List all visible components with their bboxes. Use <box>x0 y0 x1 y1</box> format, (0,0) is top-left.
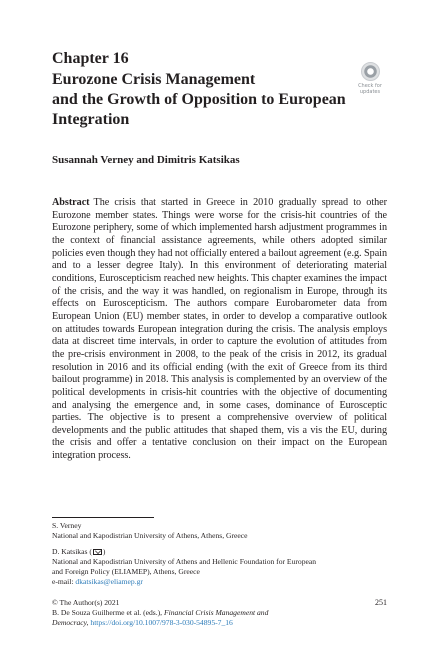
chapter-title <box>52 70 352 130</box>
citation-line <box>52 618 387 628</box>
chapter-number: Chapter 16 <box>52 50 129 67</box>
citation-line <box>52 608 387 618</box>
copyright: © The Author(s) 2021 <box>52 598 120 607</box>
footnote-divider <box>52 517 154 518</box>
envelope-icon <box>93 549 102 555</box>
author-footnotes <box>52 521 387 587</box>
chapter-title-line: and the Growth of Opposition to European <box>52 91 346 108</box>
check-for-updates-icon <box>361 62 380 81</box>
author2-affiliation: and Foreign Policy (ELIAMEP), Athens, Greece <box>52 567 200 576</box>
email-label: e-mail: <box>52 577 74 586</box>
author1-name: S. Verney <box>52 521 82 530</box>
author-list: Susannah Verney and Dimitris Katsikas <box>52 154 240 166</box>
doi-link[interactable]: https://doi.org/10.1007/978-3-030-54895-7_16 <box>90 618 233 627</box>
page-footer <box>52 598 387 628</box>
chapter-title-line: Eurozone Crisis Management <box>52 71 256 88</box>
badge-line: Check for <box>358 83 382 89</box>
page-number: 251 <box>375 598 387 607</box>
book-title: Financial Crisis Management and <box>163 608 269 617</box>
email-link[interactable]: dkatsikas@eliamep.gr <box>75 577 143 586</box>
check-for-updates-badge[interactable] <box>354 62 386 98</box>
abstract <box>52 197 387 463</box>
author2-name: D. Katsikas ( ) <box>52 547 106 556</box>
author2-affiliation: National and Kapodistrian University of Athens and Hellenic Foundation for European <box>52 557 317 566</box>
author1-affiliation: National and Kapodistrian University of Athens, Athens, Greece <box>52 531 248 540</box>
chapter-title-line: Integration <box>52 111 130 128</box>
abstract-text: The crisis that started in Greece in 2010 gradually spread to other Eurozone member states. Things were worse for the crisis-hit countries of the Eurozone periphery, some of which implemented harsh adjustment programmes in the context of financial assistance agreements, while others adopted similar policies even though they had not officially entered a bailout agreement (e.g. Spain and to a lesser degree Italy). In this environment of deteriorating material conditions, Euroscepticism reached new heights. This chapter examines the impact of the crisis, and the way it was handled, on regionalism in Europe, through its effects on Euroscepticism. The authors compare Eurobarometer data from European Union (EU) member states, in order to develop a comparative outlook on attitudes towards European integration during the crisis. The analysis employs data at discreet time intervals, in order to capture the evolution of attitudes from the pre-crisis environment in 2008, to the peak of the crisis in 2012, its gradual resolution in 2016 and its official ending (with the exit of Greece from its third bailout programme) in 2018. This analysis is complemented by an overview of the political developments in crisis-hit countries with the objective of documenting and analysing the emergence and, in some cases, dominance of Eurosceptic parties. The objective is to present a comprehensive overview of political developments and the public attitudes that shaped them, vis a vis the EU, during the crisis and offer a tentative conclusion on their impact on the European integration process. <box>52 197 387 462</box>
badge-line: updates <box>359 89 381 95</box>
book-title: Democracy, <box>52 618 89 627</box>
abstract-label: Abstract <box>52 197 90 208</box>
author2-email-line <box>52 577 387 587</box>
citation-editors: B. De Souza Guilherme et al. (eds.), <box>52 608 163 617</box>
